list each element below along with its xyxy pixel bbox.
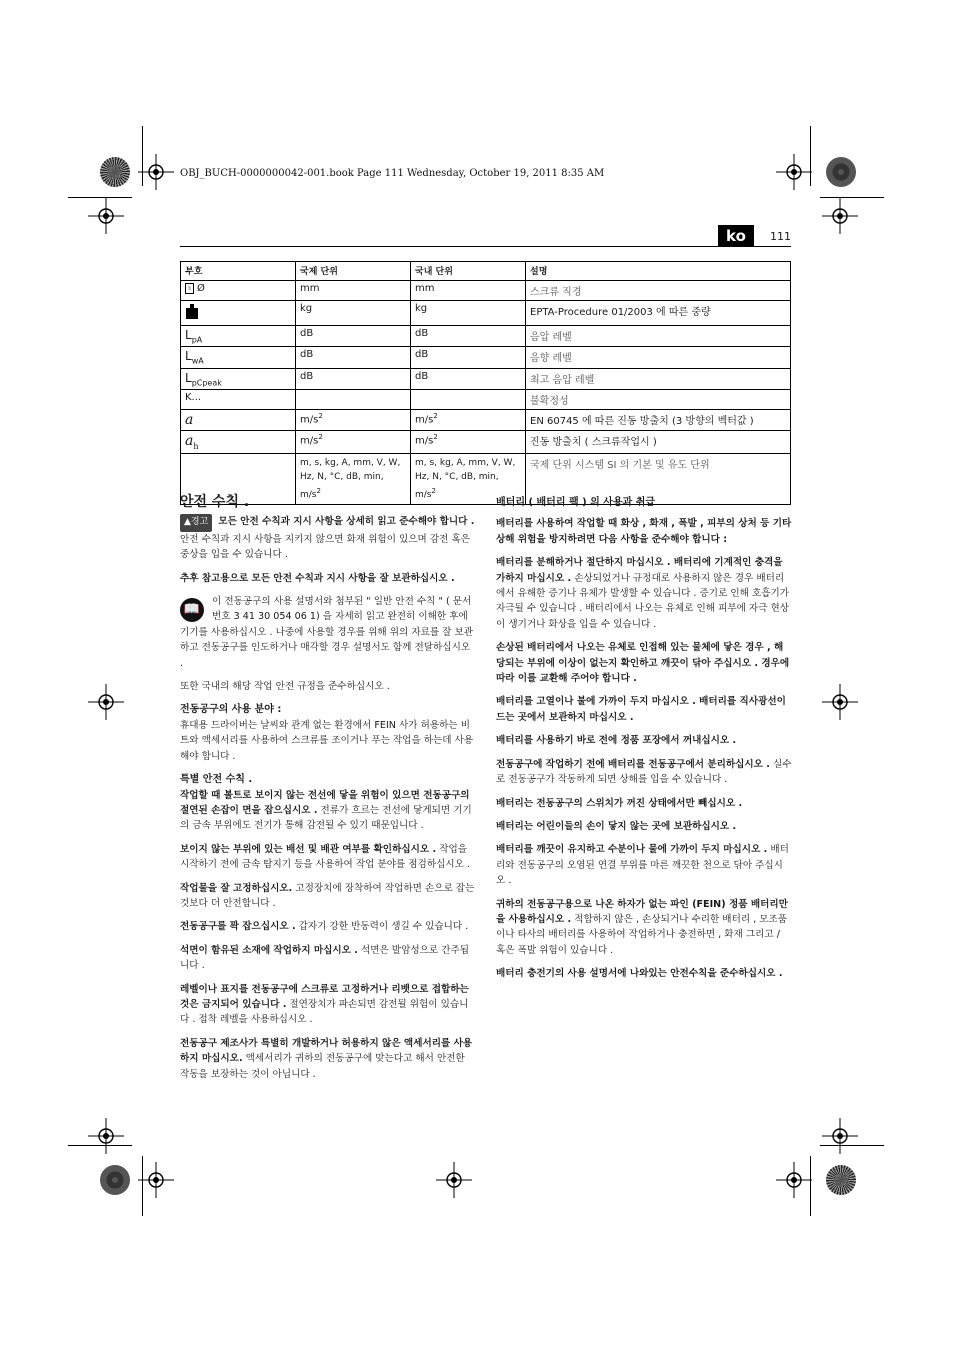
safety-rule: 전동공구 제조사가 특별히 개발하거나 허용하지 않은 액세서리를 사용하지 마십시오. 액세서리가 귀하의 전동공구에 맞는다고 해서 안전한 작동을 보장하는 것이 아닙니다 . <box>180 1037 473 1080</box>
symbol-cell: $a_h$ <box>181 431 296 454</box>
col-header-description: 설명 <box>526 262 791 281</box>
safety-rule: 보이지 않는 부위에 있는 배선 및 배관 여부를 확인하십시오 . 작업을 시작하기 전에 금속 탐지기 등을 사용하여 작업 분야를 점검하십시오 . <box>180 843 470 871</box>
purpose-title: 전동공구의 사용 분야 : <box>180 704 282 716</box>
screw-diameter-icon: ♮ <box>185 283 194 294</box>
registration-mark-icon <box>822 1118 858 1154</box>
battery-rule: 귀하의 전동공구용으로 나온 하자가 없는 파인 (FEIN) 정품 배터리만을 사용하십시오 . 적합하지 않은 , 손상되거나 수리한 배터리 , 모조품이나 타사의 배터리를 사용하여 작업하거나 충전하면 , 화재 그리고 / 혹은 폭발 위험이 있습니다 . <box>496 898 788 956</box>
safety-rule: 작업할 때 볼트로 보이지 않는 전선에 닿을 위험이 있으면 전동공구의 절연된 손잡이 면을 잡으십시오 . 전류가 흐르는 전선에 닿게되면 기기의 금속 부위에도 전기가 통해 감전될 수 있기 때문입니다 . <box>180 789 472 832</box>
table-row <box>181 347 791 368</box>
symbol-cell: $L_{pCpeak}$ <box>181 368 296 389</box>
battery-rule: 배터리를 고열이나 불에 가까이 두지 마십시오 . 배터리를 직사광선이 드는 곳에서 보관하지 마십시오 . <box>496 696 786 723</box>
battery-rule: 배터리를 깨끗이 유지하고 수분이나 물에 가까이 두지 마십시오 . 배터리와 전동공구의 오염된 연결 부위를 마른 깨끗한 천으로 닦아 주십시오 . <box>496 844 789 887</box>
symbol-cell: $L_{wA}$ <box>181 347 296 368</box>
intl-unit-cell: m, s, kg, A, mm, V, W, Hz, N, °C, dB, min, $m/s^2$ <box>296 453 411 504</box>
natl-unit-cell: kg <box>411 301 526 326</box>
natl-unit-cell: mm <box>411 281 526 301</box>
description-cell: 음향 레벨 <box>526 347 791 368</box>
trim-line <box>68 1145 132 1146</box>
page-number: 111 <box>770 230 791 243</box>
national-rules: 또한 국내의 해당 작업 안전 규정을 준수하십시오 . <box>180 681 390 693</box>
registration-mark-icon <box>88 198 124 234</box>
weight-icon <box>185 303 199 319</box>
registration-mark-icon <box>776 154 812 190</box>
warning-paragraph: ▲경고 모든 안전 수칙과 지시 사항을 상세히 읽고 준수해야 합니다 . 안전 수칙과 지시 사항을 지키지 않으면 화재 위험이 있으며 감전 혹은 중상을 입을 수 있습니다 . <box>180 516 475 561</box>
color-rosette-icon <box>826 1165 856 1195</box>
intl-unit-cell: kg <box>296 301 411 326</box>
battery-rule: 손상된 배터리에서 나오는 유체로 인접해 있는 물체에 닿은 경우 , 해당되는 부위에 이상이 없는지 확인하고 깨끗이 닦아 주십시오 . 경우에 따라 이를 교환해 주어야 합니다 . <box>496 642 790 685</box>
battery-rule: 배터리를 분해하거나 절단하지 마십시오 . 배터리에 기계적인 충격을 가하지 마십시오 . 손상되었거나 규정대로 사용하지 않은 경우 배터리에서 유해한 증기나 유체가 발생할 수 있습니다 . 증기로 인해 호흡기가 자극될 수 있습니다 . 배터리에서 나오는 유체로 인해 피부에 자극 현상이 생기거나 화상을 입을 수 있습니다 . <box>496 557 790 630</box>
battery-rule: 배터리는 어린이들의 손이 닿지 않는 곳에 보관하십시오 . <box>496 820 737 832</box>
natl-unit-cell: $m/s^2$ <box>411 410 526 431</box>
col-header-symbol: 부호 <box>181 262 296 281</box>
trim-line <box>142 126 143 186</box>
symbol-cell: ♮ Ø <box>181 281 296 301</box>
intl-unit-cell: $m/s^2$ <box>296 431 411 454</box>
table-row <box>181 301 791 326</box>
warning-triangle-icon: ▲ <box>184 517 191 528</box>
registration-mark-icon <box>138 154 174 190</box>
description-cell: EPTA-Procedure 01/2003 에 따른 중량 <box>526 301 791 326</box>
battery-rule: 배터리를 사용하기 바로 전에 정품 포장에서 꺼내십시오 . <box>496 735 737 747</box>
symbol-cell: K... <box>181 390 296 410</box>
col-header-intl-unit: 국제 단위 <box>296 262 411 281</box>
natl-unit-cell <box>411 390 526 410</box>
col-header-natl-unit: 국내 단위 <box>411 262 526 281</box>
registration-mark-icon <box>436 1162 472 1198</box>
battery-title: 배터리 ( 배터리 팩 ) 의 사용과 취급 <box>496 497 656 508</box>
intl-unit-cell: mm <box>296 281 411 301</box>
safety-title: 안전 수칙 . <box>180 494 250 510</box>
color-rosette-icon <box>100 157 130 187</box>
description-cell: 국제 단위 시스템 SI 의 기본 및 유도 단위 <box>526 453 791 504</box>
table-row <box>181 326 791 347</box>
trim-line <box>810 1156 811 1216</box>
special-safety-title: 특별 안전 수칙 . <box>180 774 253 786</box>
safety-rule: 작업물을 잘 고정하십시오. 고정장치에 장착하여 작업하면 손으로 잡는 것보다 더 안전합니다 . <box>180 882 475 909</box>
battery-rule: 전동공구에 작업하기 전에 배터리를 전동공구에서 분리하십시오 . 실수로 전동공구가 작동하게 되면 상해를 입을 수 있습니다 . <box>496 758 792 786</box>
safety-rule: 석면이 함유된 소재에 작업하지 마십시오 . 석면은 발암성으로 간주됩니다 . <box>180 944 469 972</box>
safety-rule: 레벨이나 표지를 전동공구에 스크류로 고정하거나 리벳으로 접합하는 것은 금지되어 있습니다 . 절연장치가 파손되면 감전될 위험이 있습니다 . 접착 레벨을 사용하십시오 . <box>180 983 469 1026</box>
trim-line <box>68 197 132 198</box>
right-column <box>496 495 792 990</box>
table-header-row <box>181 262 791 281</box>
purpose-text: 휴대용 드라이버는 날씨와 관계 없는 환경에서 FEIN 사가 허용하는 비트와 액세서리를 사용하여 스크류를 조이거나 푸는 작업을 하는데 사용해야 합니다 . <box>180 719 474 762</box>
description-cell: 스크류 직경 <box>526 281 791 301</box>
registration-mark-icon <box>88 1118 124 1154</box>
header-rule <box>180 246 791 247</box>
battery-rule: 배터리 충전기의 사용 설명서에 나와있는 안전수칙을 준수하십시오 . <box>496 968 783 980</box>
registration-mark-icon <box>88 684 124 720</box>
trim-line <box>820 197 884 198</box>
description-cell: 진동 방출치 ( 스크류작업시 ) <box>526 431 791 454</box>
color-rosette-icon <box>826 157 856 187</box>
registration-mark-icon <box>822 198 858 234</box>
symbol-cell: a <box>181 410 296 431</box>
color-rosette-icon <box>100 1165 130 1195</box>
trim-line <box>810 126 811 186</box>
intl-unit-cell: dB <box>296 368 411 389</box>
table-row <box>181 410 791 431</box>
safety-rule: 전동공구를 꽉 잡으십시오 . 갑자기 강한 반동력이 생길 수 있습니다 . <box>180 921 469 933</box>
table-row <box>181 281 791 301</box>
natl-unit-cell: dB <box>411 326 526 347</box>
file-info-header: OBJ_BUCH-0000000042-001.book Page 111 Wednesday, October 19, 2011 8:35 AM <box>180 168 605 179</box>
intl-unit-cell: $m/s^2$ <box>296 410 411 431</box>
description-cell: 음압 레벨 <box>526 326 791 347</box>
natl-unit-cell: dB <box>411 368 526 389</box>
read-manual-icon: 📖 <box>180 598 204 622</box>
description-cell: 불확정성 <box>526 390 791 410</box>
description-cell: 최고 음압 레벨 <box>526 368 791 389</box>
symbol-cell <box>181 301 296 326</box>
language-badge: ko <box>718 225 754 247</box>
symbol-cell: $L_{pA}$ <box>181 326 296 347</box>
intl-unit-cell <box>296 390 411 410</box>
trim-line <box>820 1145 884 1146</box>
keep-instructions: 추후 참고용으로 모든 안전 수칙과 지시 사항을 잘 보관하십시오 . <box>180 572 455 584</box>
natl-unit-cell: $m/s^2$ <box>411 431 526 454</box>
natl-unit-cell: m, s, kg, A, mm, V, W, Hz, N, °C, dB, min, $m/s^2$ <box>411 453 526 504</box>
natl-unit-cell: dB <box>411 347 526 368</box>
intl-unit-cell: dB <box>296 326 411 347</box>
table-row <box>181 368 791 389</box>
symbol-table <box>180 261 791 505</box>
registration-mark-icon <box>776 1162 812 1198</box>
trim-line <box>142 1156 143 1216</box>
registration-mark-icon <box>138 1162 174 1198</box>
table-row <box>181 390 791 410</box>
description-cell: EN 60745 에 따른 진동 방출치 (3 방향의 벡터값 ) <box>526 410 791 431</box>
intl-unit-cell: dB <box>296 347 411 368</box>
warning-badge: ▲경고 <box>180 514 212 531</box>
battery-rule: 배터리를 사용하여 작업할 때 화상 , 화재 , 폭발 , 피부의 상처 등 기타 상해 위험을 방지하려면 다음 사항을 준수해야 합니다 : <box>496 518 792 545</box>
manual-paragraph: 📖 이 전동공구의 사용 설명서와 첨부된 " 일반 안전 수칙 " ( 문서 번호 3 41 30 054 06 1) 을 자세히 읽고 완전히 이해한 후에 기기를 사용하십시오 . 나중에 사용할 경우를 위해 위의 자료를 잘 보관하고 전동공구를 인도하거나 매각할 경우 설명서도 함께 전달하십시오 . <box>180 596 474 669</box>
battery-rule: 배터리는 전동공구의 스위치가 꺼진 상태에서만 빼십시오 . <box>496 797 743 809</box>
table-row <box>181 431 791 454</box>
registration-mark-icon <box>822 684 858 720</box>
left-column <box>180 495 476 1090</box>
